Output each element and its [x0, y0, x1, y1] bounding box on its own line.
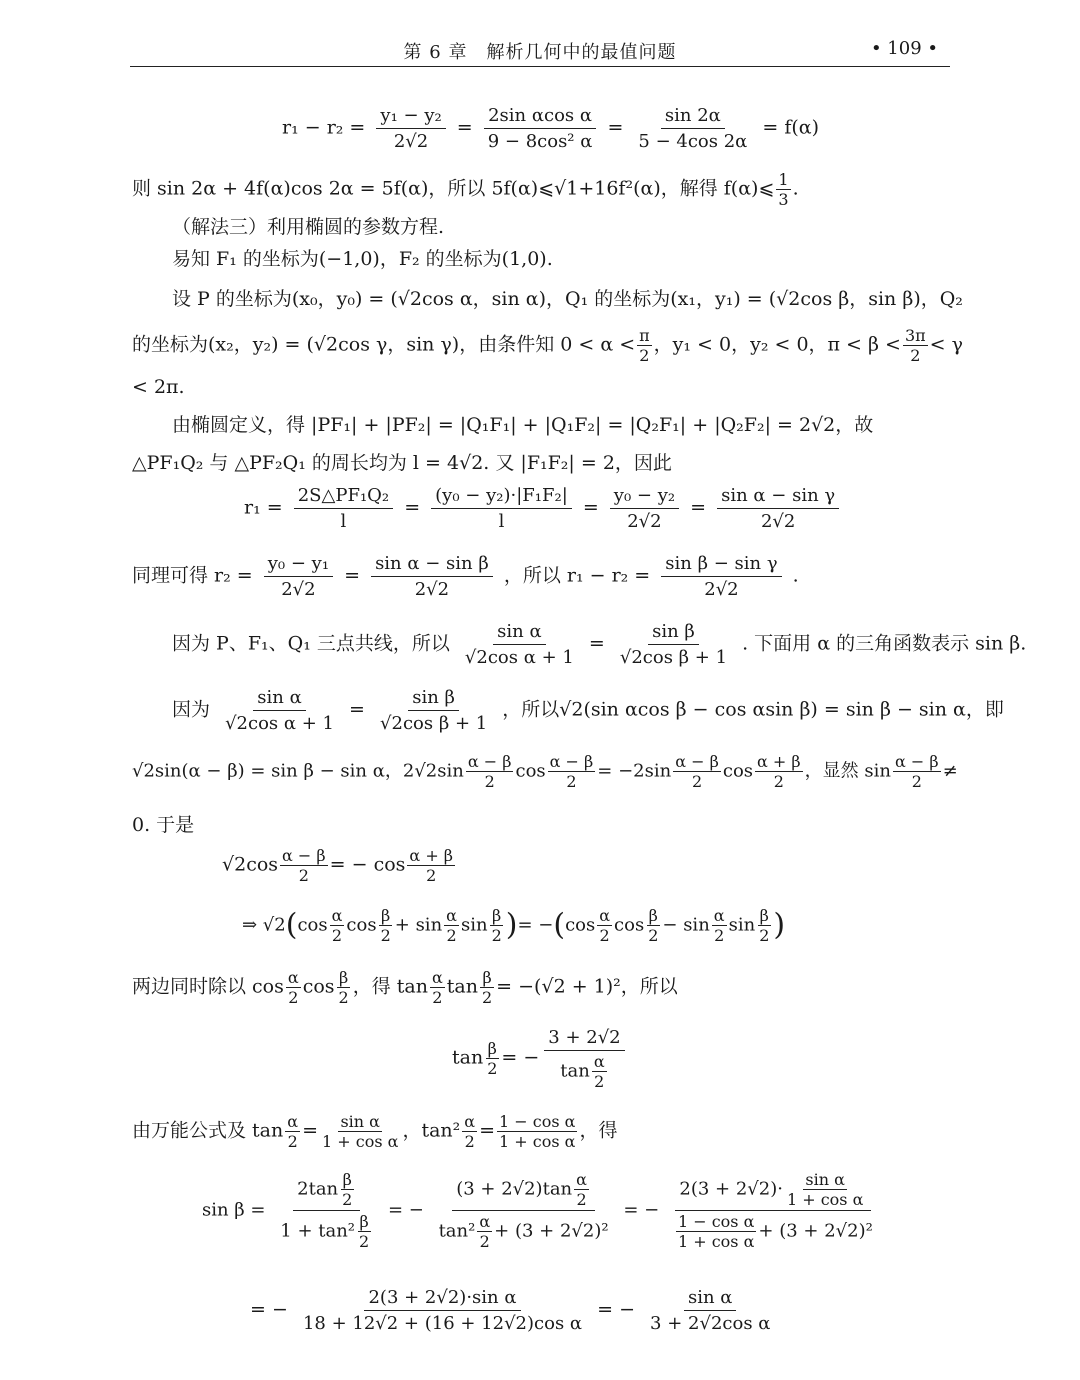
- text-line-universal-formula: 由万能公式及 tan $\frac{\alpha}{2}$ = $\frac{\text{sin α}}{\text{1 + cos α}}$ ，tan² $\frac{\alpha}{2}$ = $\frac{\text{1 − cos α}}{\text{1 + cos α}}$ ，得: [132, 1112, 618, 1151]
- fraction: $\frac{\beta}{2}$: [359, 1212, 370, 1251]
- fraction: $\frac{\beta}{2}$: [487, 1039, 498, 1078]
- equation-r1: r₁ = $\frac{\text{2S△PF₁Q₂}}{l}$ = $\frac{\text{(y₀ − y₂)·|F₁F₂|}}{l}$ = $\frac{\text{y₀ − y₂}}{2√2}$ = $\frac{\text{sin α − sin γ}}{2√2}$: [244, 484, 844, 533]
- text-line-foci: 易知 F₁ 的坐标为(−1,0)，F₂ 的坐标为(1,0).: [172, 248, 553, 270]
- fraction: $\frac{\alpha}{2}$: [287, 1112, 299, 1151]
- fraction: $\frac{\text{sin α}}{\text{1 + cos α}}$: [321, 1112, 399, 1151]
- fraction: $\frac{\beta}{2}$: [759, 906, 770, 945]
- fraction: $\frac{\alpha}{2}$: [431, 968, 443, 1007]
- text-line-divide: 两边同时除以 cos $\frac{\alpha}{2}$ cos $\frac{\beta}{2}$ ，得 tan $\frac{\alpha}{2}$ tan $\frac{\beta}{2}$ = −(√2 + 1)²，所以: [132, 968, 678, 1007]
- text-line: < 2π.: [132, 376, 185, 398]
- text-line-conditions: 的坐标为(x₂，y₂) = (√2cos γ，sin γ)，由条件知 0 < α < $\frac{\pi}{2}$ ，y₁ < 0，y₂ < 0，π < β < $\frac{3\pi}{2}$ < γ: [132, 326, 963, 365]
- fraction: $\frac{\alpha - \beta}{2}$: [675, 752, 719, 791]
- fraction: $\frac{\alpha}{2}$: [446, 906, 457, 945]
- fraction: $\frac{\beta}{2}$: [380, 906, 391, 945]
- fraction: $\frac{\text{2sin αcos α}}{\text{9 − 8cos² α}}$: [484, 104, 597, 153]
- text-line-sum-to-product: √2sin(α − β) = sin β − sin α，2√2sin $\frac{\alpha - \beta}{2}$ cos $\frac{\alpha - \beta}{2}$ = −2sin $\frac{\alpha - \beta}{2}$ cos $\frac{\alpha + \beta}{2}$ ，显然 sin $\frac{\alpha - \beta}{2}$ ≠: [132, 752, 958, 791]
- fraction: $\frac{\text{sin α}}{\text{3 + 2√2cos α}}$: [650, 1287, 771, 1334]
- text-line-coordinates: 设 P 的坐标为(x₀，y₀) = (√2cos α，sin α)，Q₁ 的坐标为(x₁，y₁) = (√2cos β，sin β)，Q₂: [172, 288, 963, 310]
- text-line: 0. 于是: [132, 814, 195, 836]
- equation-expanded: ⇒ √2(cos $\frac{\alpha}{2}$ cos $\frac{\beta}{2}$ + sin $\frac{\alpha}{2}$ sin $\frac{\beta}{2}$ )= −(cos $\frac{\alpha}{2}$ cos $\frac{\beta}{2}$ − sin $\frac{\alpha}{2}$ sin $\frac{\beta}{2}$ ): [242, 906, 786, 945]
- method-three-heading: （解法三）利用椭圆的参数方程.: [172, 216, 445, 238]
- fraction: $\frac{\alpha + \beta}{2}$: [409, 846, 454, 885]
- text-line-collinear: 因为 P、F₁、Q₁ 三点共线，所以 $\frac{\text{sin α}}{\text{√2cos α + 1}}$ = $\frac{\text{sin β}}{\text{√2cos β + 1}}$ . 下面用 α 的三角函数表示 sin β.: [172, 621, 1027, 668]
- fraction: $\frac{\sin 2\alpha}{5 - 4\cos 2\alpha}$: [638, 105, 748, 152]
- fraction: 3 + 2√2 tan $\frac{\alpha}{2}$: [544, 1026, 624, 1091]
- eq-lhs: r₁ − r₂ =: [282, 116, 366, 139]
- fraction: $\frac{\text{sin α}}{\text{1 + cos α}}$: [786, 1170, 864, 1209]
- fraction: $\frac{\text{(y₀ − y₂)·|F₁F₂|}}{l}$: [431, 484, 572, 533]
- chapter-title: 第 6 章 解析几何中的最值问题: [403, 42, 677, 63]
- fraction: $\frac{\alpha}{2}$: [331, 906, 343, 945]
- fraction: $\frac{\alpha - \beta}{2}$: [894, 752, 939, 791]
- fraction: 2(3 + 2√2)· $\frac{\text{sin α}}{\text{1 + cos α}}$ $\frac{\text{1 − cos α}}{\text{1 + cos α}}$ + (3 + 2√2)²: [670, 1170, 877, 1251]
- fraction: $\frac{\alpha}{2}$: [713, 906, 725, 945]
- fraction: $\frac{\beta}{2}$: [491, 906, 502, 945]
- fraction: $\frac{\alpha}{2}$: [479, 1212, 491, 1251]
- fraction: $\frac{1}{3}$: [778, 170, 789, 209]
- fraction: $\frac{\text{sin α}}{\text{√2cos α + 1}}$: [464, 621, 574, 668]
- page-number: • 109 •: [870, 38, 938, 59]
- fraction: $\frac{\beta}{2}$: [648, 906, 659, 945]
- fraction: $\frac{\alpha - \beta}{2}$: [549, 752, 594, 791]
- fraction: $\frac{\text{y₁ − y₂}}{2√2}$: [376, 104, 445, 153]
- fraction: $\frac{\alpha}{2}$: [464, 1112, 476, 1151]
- fraction: $\frac{\beta}{2}$: [342, 1170, 353, 1209]
- fraction: $\frac{\beta}{2}$: [481, 968, 493, 1007]
- equation-sin-beta: sin β = 2tan $\frac{\beta}{2}$ 1 + tan² $\frac{\beta}{2}$ = − (3 + 2√2)tan $\frac{\alpha}{2}$ tan² $\frac{\alpha}{2}$ + (3 + 2√2)² = − 2(3 + 2√2)· $\frac{\text{sin α}}{\text{1 + cos α}}$ $\frac{\text{1 − cos α}}{\text{1 + cos α}}$ + (3 + 2√2)²: [202, 1170, 882, 1251]
- text-line-ellipse-definition: 由椭圆定义，得 |PF₁| + |PF₂| = |Q₁F₁| + |Q₁F₂| = |Q₂F₁| + |Q₂F₂| = 2√2，故: [172, 414, 874, 436]
- fraction: $\frac{\beta}{2}$: [338, 968, 349, 1007]
- fraction: $\frac{\text{y₀ − y₂}}{2√2}$: [610, 484, 679, 533]
- fraction: $\frac{\text{2(3 + 2√2)·sin α}}{\text{18 + 12√2 + (16 + 12√2)cos α}}$: [302, 1287, 583, 1334]
- fraction: $\frac{\text{sin β − sin γ}}{2√2}$: [661, 552, 781, 601]
- fraction: $\frac{\text{y₀ − y₁}}{2√2}$: [264, 552, 333, 601]
- equation-r1-minus-r2: r₁ − r₂ = $\frac{\text{y₁ − y₂}}{2√2}$ = $\frac{\text{2sin αcos α}}{\text{9 − 8cos² α}}$ = $\frac{\sin 2\alpha}{5 - 4\cos 2\alpha}$ = f(α): [282, 105, 820, 152]
- text-line-inequality: 则 sin 2α + 4f(α)cos 2α = 5f(α)，所以 5f(α)⩽√1+16f²(α)，解得 f(α)⩽ $\frac{1}{3}$ .: [132, 170, 799, 209]
- text-line-because: 因为 $\frac{\text{sin α}}{\text{√2cos α + 1}}$ = $\frac{\text{sin β}}{\text{√2cos β + 1}}$ ，所以√2(sin αcos β − cos αsin β) = sin β − sin α，即: [172, 687, 1004, 734]
- fraction: $\frac{\text{sin α − sin β}}{2√2}$: [371, 552, 493, 601]
- fraction: $\frac{\alpha}{2}$: [287, 968, 299, 1007]
- fraction: $\frac{\text{2S△PF₁Q₂}}{l}$: [294, 484, 393, 533]
- text-line-r2: 同理可得 r₂ = $\frac{\text{y₀ − y₁}}{2√2}$ = $\frac{\text{sin α − sin β}}{2√2}$ ，所以 r₁ − r₂ = $\frac{\text{sin β − sin γ}}{2√2}$ .: [132, 553, 799, 600]
- equation-sin-beta-simplified: = − $\frac{\text{2(3 + 2√2)·sin α}}{\text{18 + 12√2 + (16 + 12√2)cos α}}$ = − $\frac{\text{sin α}}{\text{3 + 2√2cos α}}$: [250, 1286, 779, 1335]
- fraction: $\frac{\pi}{2}$: [639, 326, 650, 365]
- fraction: $\frac{\text{sin α − sin γ}}{2√2}$: [717, 484, 839, 533]
- equation-cos: √2cos $\frac{\alpha - \beta}{2}$ = − cos $\frac{\alpha + \beta}{2}$: [222, 846, 454, 885]
- page-header: [130, 36, 950, 67]
- fraction: $\frac{\text{sin α}}{\text{√2cos α + 1}}$: [225, 687, 334, 734]
- fraction: $\frac{\text{1 − cos α}}{\text{1 + cos α}}$: [499, 1112, 576, 1151]
- fraction: (3 + 2√2)tan $\frac{\alpha}{2}$ tan² $\frac{\alpha}{2}$ + (3 + 2√2)²: [438, 1170, 609, 1251]
- fraction: $\frac{3\pi}{2}$: [904, 326, 926, 365]
- fraction: $\frac{\alpha + \beta}{2}$: [757, 752, 801, 791]
- equation-tan-beta: tan $\frac{\beta}{2}$ = − 3 + 2√2 tan $\frac{\alpha}{2}$: [452, 1026, 630, 1091]
- fraction: $\frac{\alpha}{2}$: [593, 1052, 605, 1091]
- fraction: $\frac{\text{sin β}}{\text{√2cos β + 1}}$: [380, 687, 488, 734]
- text-line-perimeter: △PF₁Q₂ 与 △PF₂Q₁ 的周长均为 l = 4√2. 又 |F₁F₂| = 2，因此: [132, 452, 672, 474]
- fraction: $\frac{\alpha - \beta}{2}$: [282, 846, 326, 885]
- fraction: $\frac{\alpha}{2}$: [576, 1170, 587, 1209]
- fraction: $\frac{\alpha - \beta}{2}$: [467, 752, 512, 791]
- fraction: $\frac{\text{sin β}}{\text{√2cos β + 1}}$: [619, 621, 728, 668]
- fraction: 2tan $\frac{\beta}{2}$ 1 + tan² $\frac{\beta}{2}$: [280, 1170, 370, 1251]
- fraction: $\frac{\text{1 − cos α}}{\text{1 + cos α}}$: [677, 1212, 755, 1251]
- fraction: $\frac{\alpha}{2}$: [599, 906, 611, 945]
